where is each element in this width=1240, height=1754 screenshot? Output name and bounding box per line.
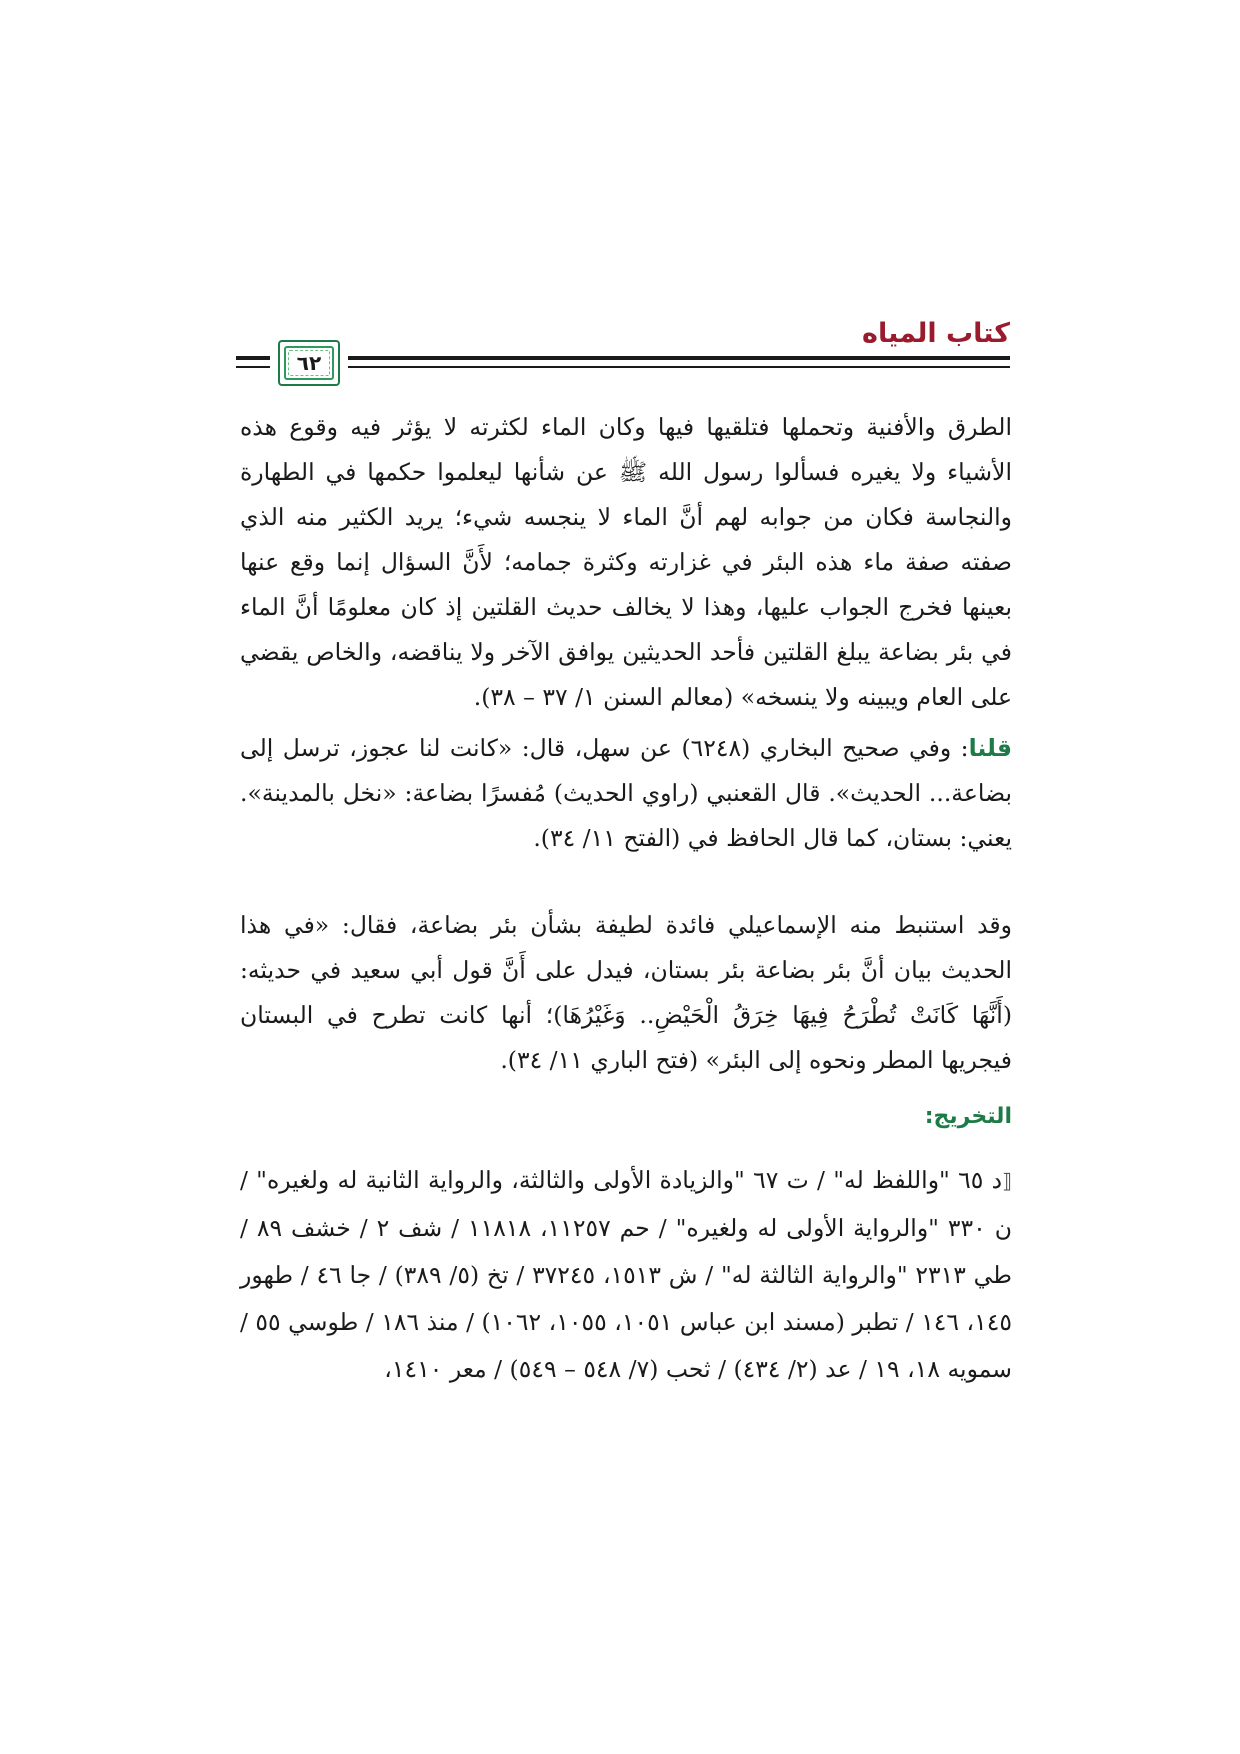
header-rule-thin (236, 366, 1010, 368)
qulna-text: : وفي صحيح البخاري (٦٢٤٨) عن سهل، قال: «كانت لنا عجوز، ترسل إلى بضاعة... الحديث». قال القعنبي (راوي الحديث) مُفسرًا بضاعة: «نخل بالمدينة». يعني: بستان، كما قال الحافظ في (الفتح ١١/ ٣٤). (240, 734, 1012, 852)
book-title: كتاب المياه (862, 318, 1010, 349)
page-number: ٦٢ (293, 351, 325, 375)
takhrij-text: د ٦٥ "واللفظ له" / ت ٦٧ "والزيادة الأولى والثالثة، والرواية الثانية له ولغيره" / ن ٣٣٠ "والرواية الأولى له ولغيره" / حم ١١٢٥٧، ١١٨١٨ / شف ٢ / خشف ٨٩ / طي ٢٣١٣ "والرواية الثالثة له" / ش ١٥١٣، ٣٧٢٤٥ / تخ (٥/ ٣٨٩) / جا ٤٦ / طهور ١٤٥، ١٤٦ / تطبر (مسند ابن عباس ١٠٥١، ١٠٥٥، ١٠٦٢) / منذ ١٨٦ / طوسي ٥٥ / سمويه ١٨، ١٩ / عد (٢/ ٤٣٤) / ثحب (٧/ ٥٤٨ – ٥٤٩) / معر ١٤١٠، (240, 1166, 1013, 1383)
ornamental-frame-icon (278, 340, 340, 386)
paragraph-commentary: الطرق والأفنية وتحملها فتلقيها فيها وكان الماء لكثرته لا يؤثر فيه وقوع هذه الأشياء ولا يغيره فسألوا رسول الله ﷺ عن شأنها ليعلموا حكمها في الطهارة والنجاسة فكان من جوابه لهم أنَّ الماء لا ينجسه شيء؛ يريد الكثير منه الذي صفته صفة ماء هذه البئر في غزارته وكثرة جمامه؛ لأَنَّ السؤال إنما وقع عنها بعينها فخرج الجواب عليها، وهذا لا يخالف حديث القلتين إذ كان معلومًا أنَّ الماء في بئر بضاعة يبلغ القلتين فأحد الحديثين يوافق الآخر ولا يناقضه، والخاص يقضي على العام ويبينه ولا ينسخه» (معالم السنن ١/ ٣٧ – ٣٨). (240, 413, 1012, 711)
qulna-label: قلنا (968, 734, 1013, 762)
takhrij-heading: التخريج: (924, 1104, 1012, 1129)
paragraph-qulna (240, 726, 1012, 861)
paragraph-takhrij (240, 1157, 1012, 1393)
page-header (236, 318, 1010, 398)
paragraph-ismaili: وقد استنبط منه الإسماعيلي فائدة لطيفة بشأن بئر بضاعة، فقال: «في هذا الحديث بيان أنَّ بئر بضاعة بئر بستان، فيدل على أَنَّ قول أبي سعيد في حديثه: (أَنَّهَا كَانَتْ تُطْرَحُ فِيهَا خِرَقُ الْحَيْضِ.. وَغَيْرُهَا)؛ أنها كانت تطرح في البستان فيجريها المطر ونحوه إلى البئر» (فتح الباري ١١/ ٣٤). (240, 911, 1012, 1074)
header-rule-thick (236, 356, 1010, 360)
hollow-bracket-icon: ⟦ (1002, 1169, 1013, 1193)
main-text (240, 405, 1012, 1393)
